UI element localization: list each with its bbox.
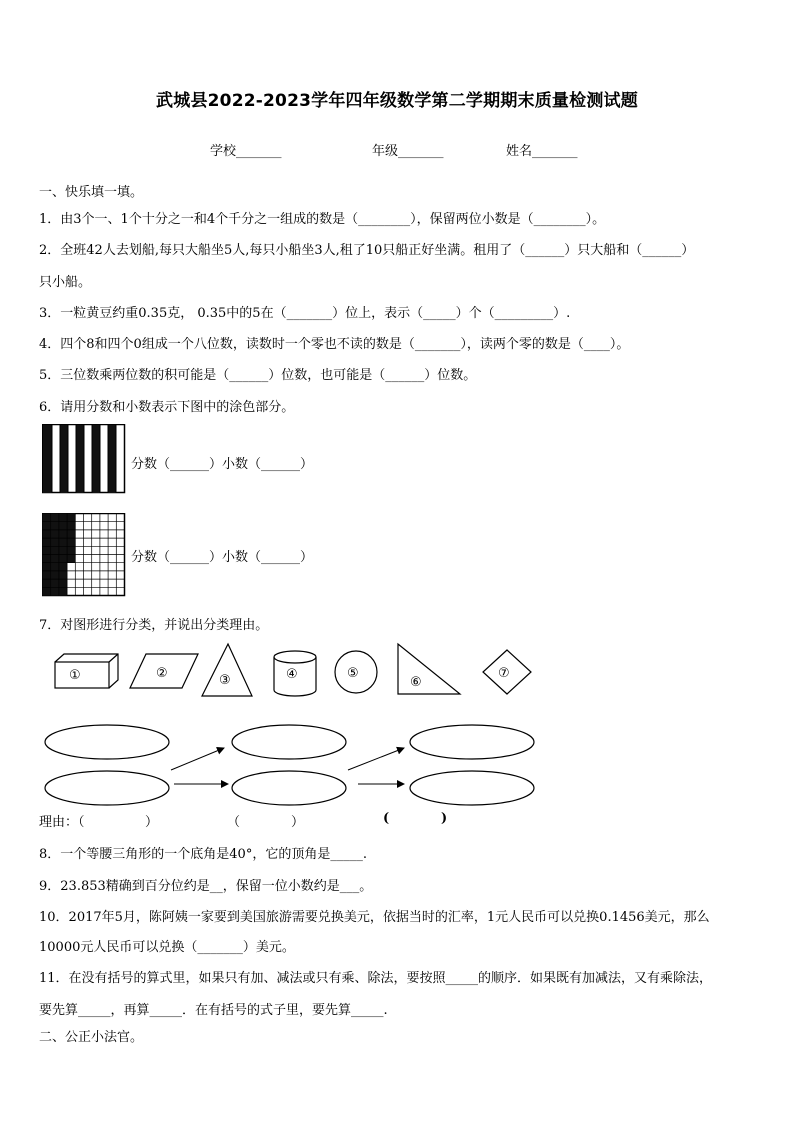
name-field: 姓名_______ <box>506 144 578 159</box>
stripe-figure <box>42 424 126 494</box>
question-3: 3．一粒黄豆约重0.35克， 0.35中的5在（_______）位上，表示（_____）个（_________）. <box>39 306 571 321</box>
reason-label: 理由：（ <box>39 815 85 830</box>
arrow <box>171 748 224 770</box>
shape-label-6: ⑥ <box>410 675 422 690</box>
cuboid-shape <box>55 654 118 688</box>
shape-label-7: ⑦ <box>498 666 510 681</box>
section-2-heading: 二、公正小法官。 <box>39 1030 144 1045</box>
stripe-shaded <box>108 425 116 493</box>
shapes-row <box>50 640 550 702</box>
right-triangle-shape <box>398 644 460 694</box>
question-4: 4．四个8和四个0组成一个八位数，读数时一个零也不读的数是（_______），读两个零的数是（____）。 <box>39 337 630 352</box>
question-7: 7．对图形进行分类，并说出分类理由。 <box>39 618 269 633</box>
stripe-shaded <box>43 425 52 493</box>
question-10-line-1: 10．2017年5月，陈阿姨一家要到美国旅游需要兑换美元，依据当时的汇率，1元人民币可以兑换0.1456美元，那么 <box>39 910 710 925</box>
question-9: 9．23.853精确到百分位约是__，保留一位小数约是___。 <box>39 879 373 894</box>
question-6: 6．请用分数和小数表示下图中的涂色部分。 <box>39 400 295 415</box>
school-field: 学校_______ <box>210 144 282 159</box>
question-2-line-2: 只小船。 <box>39 275 92 290</box>
question-8: 8．一个等腰三角形的一个底角是40°，它的顶角是_____. <box>39 847 367 862</box>
reason-paren: ） <box>145 815 159 830</box>
reason-paren: （ <box>227 815 241 830</box>
shape-label-4: ④ <box>286 667 298 682</box>
category-ellipse <box>232 725 346 759</box>
question-1: 1．由3个一、1个十分之一和4个千分之一组成的数是（________），保留两位小数是（________）。 <box>39 212 606 227</box>
category-ellipse <box>410 771 534 805</box>
stripe-shaded <box>60 425 68 493</box>
question-6-answer-2: 分数（______）小数（______） <box>131 550 314 565</box>
category-ellipse <box>45 725 169 759</box>
reason-paren: ） <box>291 815 305 830</box>
reason-paren: ( <box>383 811 390 826</box>
reason-paren: ) <box>441 811 448 826</box>
question-6-answer-1: 分数（______）小数（______） <box>131 457 314 472</box>
category-ellipse <box>45 771 169 805</box>
stripe-shaded <box>76 425 84 493</box>
classification-diagram <box>40 718 540 810</box>
category-ellipse <box>410 725 534 759</box>
page-title: 武城县2022-2023学年四年级数学第二学期期末质量检测试题 <box>156 91 638 111</box>
triangle-shape <box>202 644 252 696</box>
arrow <box>348 748 404 770</box>
question-11-line-1: 11．在没有括号的算式里，如果只有加、减法或只有乘、除法，要按照_____的顺序．如果既有加减法，又有乘除法， <box>39 971 713 986</box>
shape-label-1: ① <box>69 668 81 683</box>
shape-label-5: ⑤ <box>347 666 359 681</box>
question-5: 5．三位数乘两位数的积可能是（______）位数，也可能是（______）位数。 <box>39 368 477 383</box>
stripe-shaded <box>92 425 100 493</box>
shape-label-3: ③ <box>219 673 231 688</box>
category-ellipse <box>232 771 346 805</box>
grid-figure <box>42 513 126 597</box>
section-1-heading: 一、快乐填一填。 <box>39 185 144 200</box>
shape-label-2: ② <box>156 666 168 681</box>
question-2-line-1: 2．全班42人去划船,每只大船坐5人,每只小船坐3人,租了10只船正好坐满。租用了（______）只大船和（______） <box>39 243 695 258</box>
question-11-line-2: 要先算_____，再算_____．在有括号的式子里，要先算_____. <box>39 1003 388 1018</box>
question-10-line-2: 10000元人民币可以兑换（_______）美元。 <box>39 940 295 955</box>
grade-field: 年级_______ <box>372 144 444 159</box>
